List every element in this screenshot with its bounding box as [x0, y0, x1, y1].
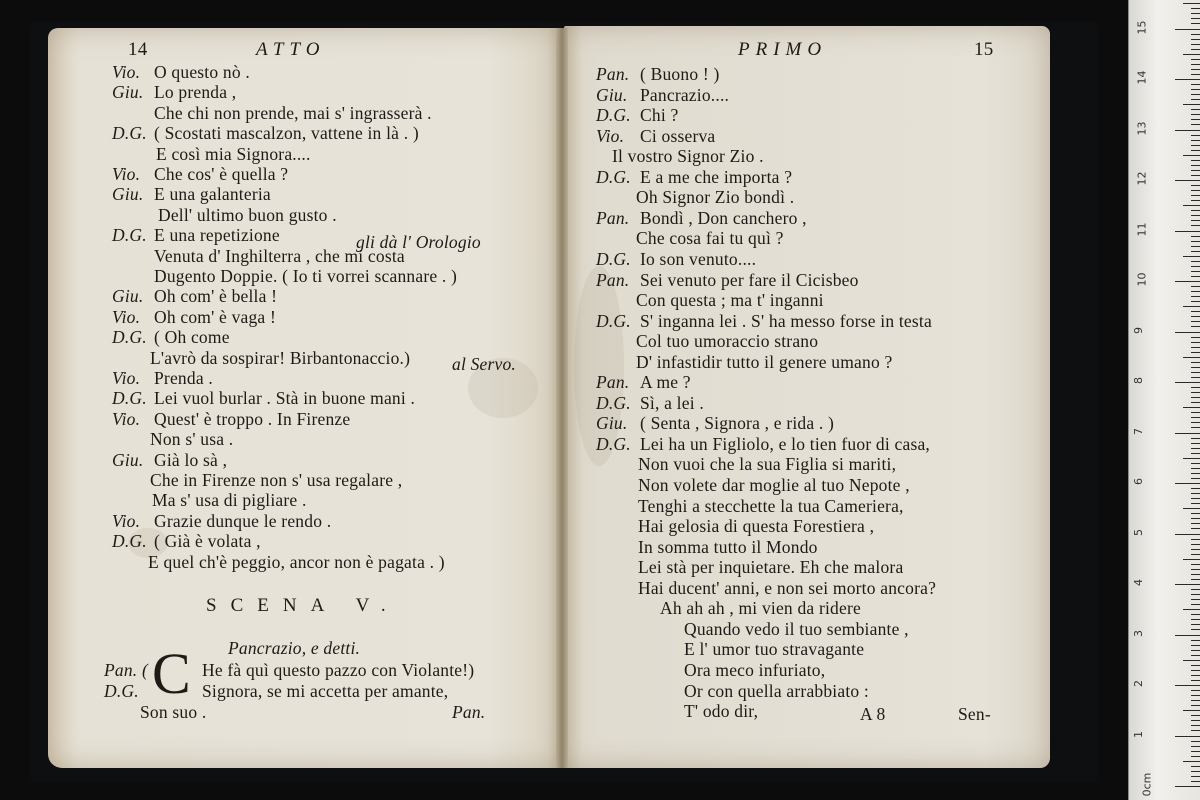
ruler-tick — [1191, 619, 1200, 620]
ruler-tick — [1191, 614, 1200, 615]
text-line: Ah ah ah , mi vien da ridere — [660, 598, 861, 619]
speaker-label: Pan. — [596, 207, 630, 228]
ruler-tick — [1191, 463, 1200, 464]
text-line: ( Senta , Signora , e rida . ) — [640, 413, 835, 434]
ruler-tick — [1183, 54, 1200, 55]
ruler-tick — [1191, 301, 1200, 302]
ruler-tick — [1191, 766, 1200, 767]
ruler-tick — [1191, 160, 1200, 161]
ruler-tick — [1191, 720, 1200, 721]
ruler-tick — [1191, 554, 1200, 555]
text-line: Pancrazio.... — [640, 84, 730, 105]
ruler-label: 11 — [1135, 222, 1149, 236]
ruler-tick — [1175, 231, 1200, 232]
ruler-tick — [1191, 215, 1200, 216]
ruler-tick — [1191, 114, 1200, 115]
ruler-tick — [1191, 387, 1200, 388]
ruler-tick — [1191, 150, 1200, 151]
ruler-tick — [1191, 342, 1200, 343]
ruler-tick — [1191, 140, 1200, 141]
catchword-left: Pan. — [452, 702, 486, 722]
ruler-tick — [1183, 256, 1200, 257]
speaker-label: Pan. — [596, 269, 630, 290]
text-line: S' inganna lei . S' ha messo forse in testa — [640, 310, 932, 331]
ruler-tick — [1191, 523, 1200, 524]
ruler-label: 14 — [1135, 70, 1149, 85]
book-gutter — [556, 28, 568, 768]
speaker-label: D.G. — [104, 681, 139, 701]
text-line: Già lo sà , — [154, 449, 228, 470]
ruler-tick — [1191, 715, 1200, 716]
text-line: Dell' ultimo buon gusto . — [158, 204, 337, 225]
text-line: Hai gelosia di questa Forestiera , — [638, 516, 875, 537]
ruler-tick — [1183, 306, 1200, 307]
ruler-tick — [1191, 276, 1200, 277]
ruler-tick — [1191, 69, 1200, 70]
scene-persons: Pancrazio, e detti. — [228, 638, 361, 658]
text-line: E a me che importa ? — [640, 166, 793, 187]
ruler-tick — [1191, 427, 1200, 428]
running-head-right: PRIMO — [738, 39, 828, 60]
ruler-tick — [1175, 29, 1200, 30]
ruler-label: 7 — [1132, 427, 1145, 435]
ruler-tick — [1191, 579, 1200, 580]
ruler-tick — [1191, 478, 1200, 479]
text-line: ( Oh come — [154, 327, 230, 348]
ruler-tick — [1191, 362, 1200, 363]
speaker-label: D.G. — [596, 433, 631, 454]
ruler-tick — [1175, 433, 1200, 434]
ruler-tick — [1191, 220, 1200, 221]
ruler-tick — [1191, 751, 1200, 752]
ruler-tick — [1191, 629, 1200, 630]
ruler-tick — [1191, 574, 1200, 575]
text-line: Con questa ; ma t' inganni — [636, 290, 824, 311]
ruler-tick — [1183, 155, 1200, 156]
text-line: Lei stà per inquietare. Eh che malora — [638, 557, 904, 578]
ruler-tick — [1191, 135, 1200, 136]
ruler-tick — [1191, 670, 1200, 671]
ruler-label: 1 — [1132, 730, 1145, 738]
ruler-tick — [1175, 382, 1200, 383]
ruler-tick — [1191, 741, 1200, 742]
text-line: Non vuoi che la sua Figlia si mariti, — [638, 454, 897, 475]
ruler-tick — [1191, 251, 1200, 252]
ruler-tick — [1191, 200, 1200, 201]
ruler-tick — [1175, 130, 1200, 131]
ruler-tick — [1191, 34, 1200, 35]
ruler-tick — [1191, 503, 1200, 504]
ruler-tick — [1191, 59, 1200, 60]
ruler-tick — [1175, 534, 1200, 535]
ruler-tick — [1191, 84, 1200, 85]
text-line: Ci osserva — [640, 125, 716, 146]
text-line: Venuta d' Inghilterra , che mi costa — [154, 245, 405, 266]
ruler-tick — [1191, 690, 1200, 691]
ruler-tick — [1183, 205, 1200, 206]
ruler-tick — [1191, 241, 1200, 242]
ruler-tick — [1191, 781, 1200, 782]
ruler-tick — [1191, 700, 1200, 701]
ruler-tick — [1191, 645, 1200, 646]
ruler-tick — [1191, 286, 1200, 287]
ruler-tick — [1175, 635, 1200, 636]
ruler-tick — [1191, 422, 1200, 423]
page-number-right: 15 — [974, 39, 994, 60]
ruler-tick — [1191, 705, 1200, 706]
text-line: Or con quella arrabbiato : — [684, 680, 869, 701]
text-line: Che cosa fai tu quì ? — [636, 228, 784, 249]
ruler-tick — [1191, 397, 1200, 398]
ruler-tick — [1183, 660, 1200, 661]
ruler-tick — [1191, 225, 1200, 226]
ruler-tick — [1191, 539, 1200, 540]
ruler-tick — [1191, 175, 1200, 176]
ruler-tick — [1191, 589, 1200, 590]
speaker-label: Giu. — [596, 413, 628, 434]
ruler-label: 4 — [1132, 579, 1145, 586]
ruler-tick — [1191, 377, 1200, 378]
stage-direction: gli dà l' Orologio — [356, 232, 481, 252]
text-line: Non volete dar moglie al tuo Nepote , — [638, 475, 910, 495]
ruler-tick — [1183, 357, 1200, 358]
ruler-tick — [1191, 145, 1200, 146]
ruler-tick — [1191, 680, 1200, 681]
ruler-tick — [1191, 165, 1200, 166]
text-line: Il vostro Signor Zio . — [612, 146, 764, 167]
text-line: Bondì , Don canchero , — [640, 207, 807, 228]
speaker-label: D.G. — [596, 166, 631, 187]
text-line: Non s' usa . — [150, 429, 234, 450]
ruler-tick — [1191, 493, 1200, 494]
ruler-tick — [1191, 650, 1200, 651]
ruler-tick — [1191, 549, 1200, 550]
text-line: Che cos' è quella ? — [154, 164, 289, 184]
stage-direction: al Servo. — [452, 354, 517, 374]
ruler-tick — [1191, 261, 1200, 262]
speaker-label: Giu. — [596, 84, 628, 105]
text-line: E così mia Signora.... — [156, 143, 311, 164]
speaker-label: Pan. ( — [104, 660, 148, 680]
speaker-label: Vio. — [112, 368, 141, 388]
text-line: E quel ch'è peggio, ancor non è pagata . ) — [148, 551, 445, 572]
text-line: ( Buono ! ) — [640, 64, 720, 84]
speaker-label: Giu. — [112, 82, 144, 103]
text-line: Oh com' è bella ! — [154, 286, 278, 307]
ruler-tick — [1191, 119, 1200, 120]
ruler-tick — [1191, 246, 1200, 247]
ruler-tick — [1191, 372, 1200, 373]
speaker-label: Vio. — [596, 125, 625, 146]
ruler-tick — [1191, 402, 1200, 403]
ruler-tick — [1191, 771, 1200, 772]
text-line: Che in Firenze non s' usa regalare , — [150, 470, 403, 490]
ruler-tick — [1191, 321, 1200, 322]
ruler-tick — [1183, 407, 1200, 408]
ruler-tick — [1191, 448, 1200, 449]
ruler-tick — [1191, 453, 1200, 454]
ruler-tick — [1191, 326, 1200, 327]
ruler-tick — [1191, 473, 1200, 474]
running-head-left: ATTO — [256, 39, 326, 60]
ruler-tick — [1183, 710, 1200, 711]
ruler-tick — [1191, 604, 1200, 605]
speaker-label: D.G. — [112, 225, 147, 246]
ruler-tick — [1175, 281, 1200, 282]
ruler-tick — [1191, 443, 1200, 444]
ruler-tick — [1191, 49, 1200, 50]
catchword-right: Sen- — [958, 704, 991, 724]
ruler-tick — [1191, 347, 1200, 348]
text-line: O questo nò . — [154, 62, 250, 82]
text-line: Quest' è troppo . In Firenze — [154, 408, 351, 429]
ruler-tick — [1175, 786, 1200, 787]
ruler-tick — [1191, 64, 1200, 65]
ruler-tick — [1191, 730, 1200, 731]
text-line: E una galanteria — [154, 184, 271, 205]
text-line: In somma tutto il Mondo — [638, 536, 818, 557]
ruler-tick — [1191, 776, 1200, 777]
speaker-label: Giu. — [112, 449, 144, 470]
text-line: Dugento Doppie. ( Io ti vorrei scannare . ) — [154, 266, 458, 286]
text-line: Ora meco infuriato, — [684, 659, 826, 680]
ruler-tick — [1191, 594, 1200, 595]
ruler-tick — [1191, 99, 1200, 100]
ruler-tick — [1191, 599, 1200, 600]
ruler-tick — [1191, 236, 1200, 237]
ruler-tick — [1191, 170, 1200, 171]
ruler-tick — [1191, 367, 1200, 368]
ruler-tick — [1183, 559, 1200, 560]
speaker-label: Giu. — [112, 184, 144, 205]
ruler-label: 15 — [1135, 20, 1149, 34]
ruler-tick — [1191, 39, 1200, 40]
ruler-tick — [1191, 640, 1200, 641]
ruler-tick — [1175, 685, 1200, 686]
ruler-tick — [1191, 675, 1200, 676]
text-line: ( Già è volata , — [154, 531, 261, 552]
ruler-tick — [1191, 190, 1200, 191]
text-line: Oh Signor Zio bondì . — [636, 187, 795, 208]
ruler-tick — [1191, 271, 1200, 272]
text-line: T' odo dir, — [684, 701, 759, 722]
text-line: Lei vuol burlar . Stà in buone mani . — [154, 388, 416, 409]
ruler-tick — [1183, 609, 1200, 610]
speaker-label: Pan. — [596, 372, 630, 393]
ruler-tick — [1191, 498, 1200, 499]
ruler-tick — [1191, 564, 1200, 565]
text-line: He fà quì questo pazzo con Violante!) — [202, 660, 475, 680]
text-line: Hai ducent' anni, e non sei morto ancora? — [638, 577, 937, 598]
text-line: Grazie dunque le rendo . — [154, 510, 332, 531]
text-line: Chi ? — [640, 105, 679, 126]
text-line: Lei ha un Figliolo, e lo tien fuor di casa, — [640, 433, 930, 454]
speaker-label: D.G. — [596, 392, 631, 413]
text-line: ( Scostati mascalzon, vattene in là . ) — [154, 123, 419, 144]
ruler-label: 5 — [1132, 528, 1145, 536]
speaker-label: D.G. — [112, 531, 147, 552]
ruler-tick — [1191, 185, 1200, 186]
text-line: E l' umor tuo stravagante — [684, 639, 865, 660]
speaker-label: Vio. — [112, 306, 141, 327]
ruler-tick — [1191, 655, 1200, 656]
ruler-tick — [1183, 508, 1200, 509]
ruler-tick — [1191, 756, 1200, 757]
ruler-tick — [1175, 180, 1200, 181]
ruler-tick — [1191, 488, 1200, 489]
ruler-tick — [1191, 13, 1200, 14]
speaker-label: D.G. — [112, 327, 147, 348]
ruler-tick — [1191, 296, 1200, 297]
ruler-tick — [1191, 352, 1200, 353]
ruler-tick — [1191, 311, 1200, 312]
ruler-tick — [1191, 74, 1200, 75]
ruler-tick — [1191, 337, 1200, 338]
speaker-label: D.G. — [596, 105, 631, 126]
ruler-label: 3 — [1132, 629, 1145, 637]
ruler-tick — [1191, 266, 1200, 267]
speaker-label: Vio. — [112, 62, 141, 82]
speaker-label: Giu. — [112, 286, 144, 307]
text-line: A me ? — [640, 372, 691, 393]
ruler-label: 9 — [1132, 326, 1145, 334]
ruler-tick — [1175, 584, 1200, 585]
ruler-tick — [1191, 210, 1200, 211]
ruler-label: 12 — [1135, 171, 1149, 186]
ruler-tick — [1191, 94, 1200, 95]
text-line: Che chi non prende, mai s' ingrasserà . — [154, 102, 432, 123]
speaker-label: Vio. — [112, 164, 141, 184]
text-line: Oh com' è vaga ! — [154, 306, 276, 327]
speaker-label: D.G. — [596, 248, 631, 269]
ruler-tick — [1191, 438, 1200, 439]
speaker-label: D.G. — [112, 123, 147, 144]
scene-heading: SCENA V. — [206, 595, 400, 616]
ruler-tick — [1191, 725, 1200, 726]
speaker-label: Pan. — [596, 64, 630, 84]
ruler-label: 0cm — [1140, 772, 1154, 797]
text-line: Quando vedo il tuo sembiante , — [684, 618, 909, 639]
text-line: Sei venuto per fare il Cicisbeo — [640, 269, 859, 290]
text-line: D' infastidir tutto il genere umano ? — [636, 351, 893, 372]
ruler-tick — [1191, 746, 1200, 747]
ruler-tick — [1191, 18, 1200, 19]
text-line: Sì, a lei . — [640, 392, 704, 413]
ruler-label: 6 — [1132, 478, 1145, 485]
ruler-tick — [1191, 695, 1200, 696]
text-line: Ma s' usa di pigliare . — [152, 490, 307, 511]
ruler-tick — [1191, 569, 1200, 570]
ruler-tick — [1191, 291, 1200, 292]
ruler-tick — [1183, 761, 1200, 762]
ruler-tick — [1191, 624, 1200, 625]
ruler-tick — [1191, 89, 1200, 90]
text-line: E una repetizione — [154, 225, 280, 246]
text-line: Col tuo umoraccio strano — [636, 331, 819, 352]
ruler-tick — [1175, 483, 1200, 484]
ruler-tick — [1191, 417, 1200, 418]
page-number-left: 14 — [128, 39, 148, 60]
ruler-tick — [1191, 109, 1200, 110]
ruler-tick — [1183, 104, 1200, 105]
text-line: Son suo . — [140, 702, 207, 722]
ruler-tick — [1191, 392, 1200, 393]
measurement-ruler — [1128, 0, 1200, 800]
ruler-tick — [1191, 412, 1200, 413]
ruler-tick — [1191, 665, 1200, 666]
ruler-tick — [1191, 544, 1200, 545]
ruler-tick — [1191, 8, 1200, 9]
speaker-label: D.G. — [112, 388, 147, 409]
text-line: Prenda . — [154, 368, 213, 388]
ruler-label: 8 — [1132, 377, 1145, 384]
ruler-label: 10 — [1135, 272, 1149, 287]
text-line: Lo prenda , — [154, 82, 237, 103]
ruler-tick — [1191, 124, 1200, 125]
ruler-label: 13 — [1135, 121, 1149, 135]
ruler-tick — [1191, 195, 1200, 196]
text-line: L'avrò da sospirar! Birbantonaccio.) — [150, 347, 411, 368]
ruler-label: 2 — [1132, 680, 1145, 687]
drop-cap: C — [152, 641, 191, 706]
text-line: Io son venuto.... — [640, 248, 757, 269]
ruler-tick — [1183, 458, 1200, 459]
speaker-label: Vio. — [112, 408, 141, 429]
ruler-tick — [1183, 3, 1200, 4]
ruler-tick — [1191, 518, 1200, 519]
ruler-tick — [1191, 23, 1200, 24]
ruler-tick — [1191, 44, 1200, 45]
ruler-tick — [1191, 468, 1200, 469]
signature-mark: A 8 — [860, 704, 886, 724]
ruler-tick — [1191, 316, 1200, 317]
text-line: Signora, se mi accetta per amante, — [202, 681, 449, 701]
text-line: Tenghi a stecchette la tua Cameriera, — [638, 495, 904, 516]
speaker-label: D.G. — [596, 310, 631, 331]
ruler-tick — [1191, 513, 1200, 514]
ruler-tick — [1175, 79, 1200, 80]
ruler-tick — [1175, 736, 1200, 737]
ruler-tick — [1175, 332, 1200, 333]
ruler-tick — [1191, 528, 1200, 529]
speaker-label: Vio. — [112, 510, 141, 531]
